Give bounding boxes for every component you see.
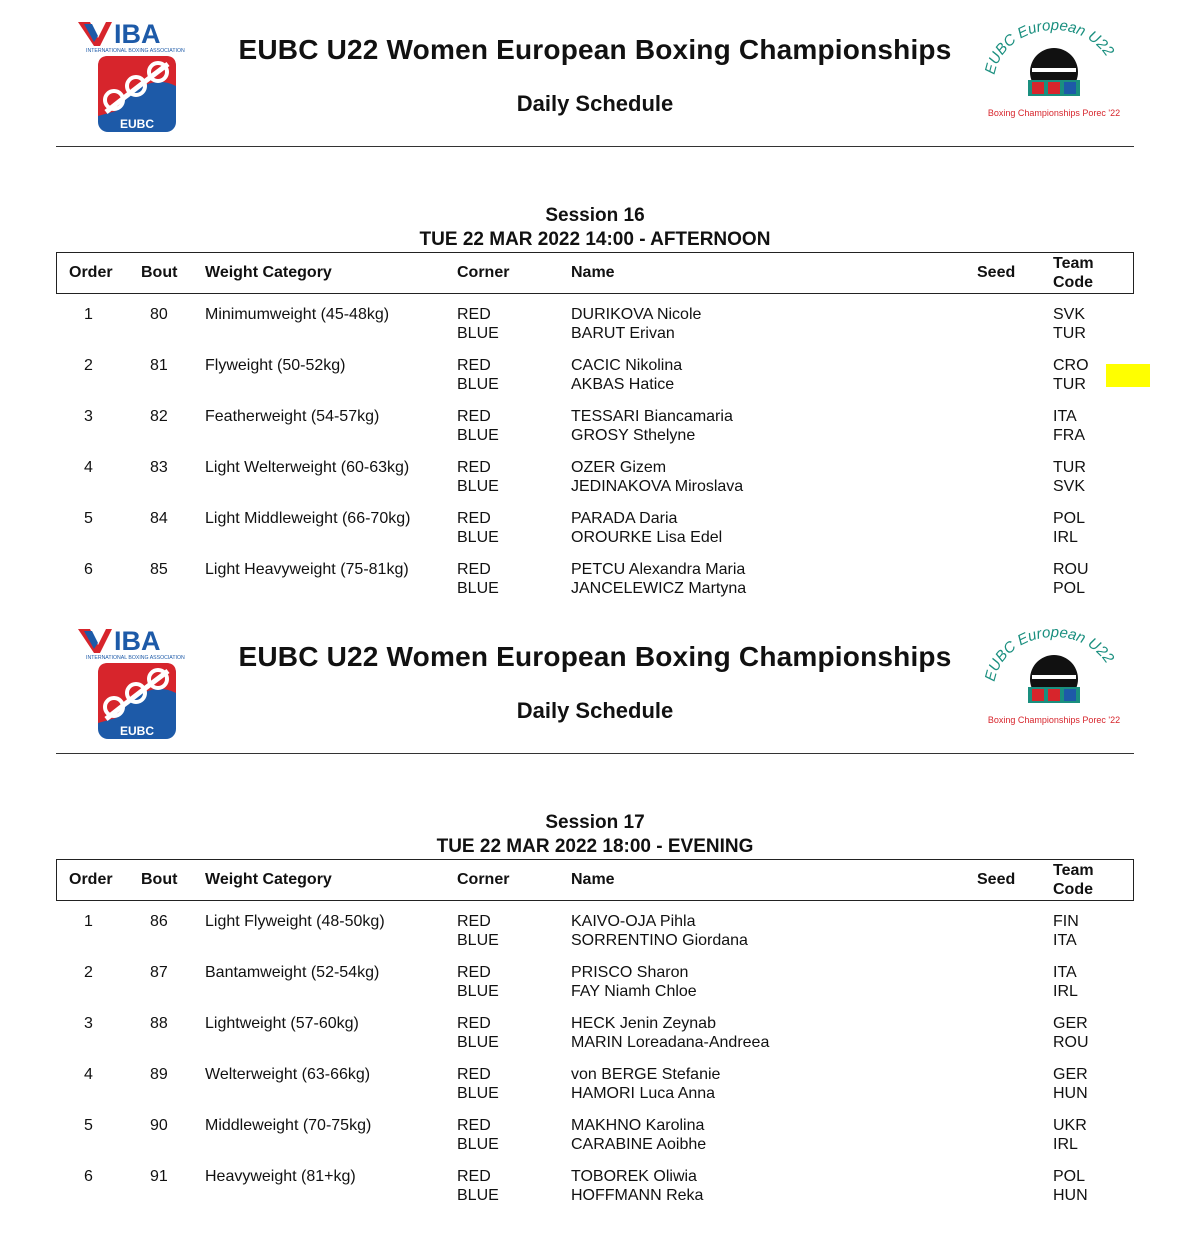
svg-text:INTERNATIONAL BOXING ASSOCIATI: INTERNATIONAL BOXING ASSOCIATION bbox=[86, 655, 185, 661]
blue-name-cell: CARABINE Aoibhe bbox=[571, 1136, 707, 1153]
red-name-cell: DURIKOVA Nicole bbox=[571, 306, 702, 323]
weight-cell: Minimumweight (45-48kg) bbox=[205, 306, 390, 323]
weight-cell: Light Middleweight (66-70kg) bbox=[205, 510, 411, 527]
order-cell: 4 bbox=[84, 459, 93, 476]
blue-team-cell: HUN bbox=[1053, 1187, 1088, 1204]
header-divider bbox=[56, 146, 1134, 147]
red-corner-cell: RED bbox=[457, 357, 491, 374]
blue-team-cell: HUN bbox=[1053, 1085, 1088, 1102]
blue-corner-cell: BLUE bbox=[457, 1034, 499, 1051]
blue-team-cell: TUR bbox=[1053, 325, 1086, 342]
bout-cell: 81 bbox=[150, 357, 168, 374]
blue-name-cell: HOFFMANN Reka bbox=[571, 1187, 704, 1204]
weight-cell: Light Welterweight (60-63kg) bbox=[205, 459, 410, 476]
session-16-title: Session 16 bbox=[545, 205, 645, 226]
svg-text:EUBC: EUBC bbox=[119, 117, 155, 131]
svg-text:EUBC European U22: EUBC European U22 bbox=[981, 627, 1118, 684]
bout-cell: 87 bbox=[150, 964, 168, 981]
red-team-cell: FIN bbox=[1053, 913, 1079, 930]
blue-corner-cell: BLUE bbox=[457, 932, 499, 949]
blue-name-cell: JEDINAKOVA Miroslava bbox=[571, 478, 744, 495]
red-team-cell: CRO bbox=[1053, 357, 1089, 374]
weight-cell: Light Flyweight (48-50kg) bbox=[205, 913, 385, 930]
header-team-code: Team Code bbox=[1053, 255, 1094, 291]
red-team-cell: ITA bbox=[1053, 964, 1077, 981]
weight-cell: Bantamweight (52-54kg) bbox=[205, 964, 380, 981]
red-team-cell: ITA bbox=[1053, 408, 1077, 425]
session-16-rows bbox=[56, 305, 1134, 611]
blue-name-cell: BARUT Erivan bbox=[571, 325, 675, 342]
header-weight-category: Weight Category bbox=[205, 264, 332, 281]
bout-cell: 83 bbox=[150, 459, 168, 476]
table-row bbox=[56, 305, 1134, 356]
weight-cell: Heavyweight (81+kg) bbox=[205, 1168, 356, 1185]
red-name-cell: MAKHNO Karolina bbox=[571, 1117, 705, 1134]
session-17-title: Session 17 bbox=[545, 812, 645, 833]
red-name-cell: PETCU Alexandra Maria bbox=[571, 561, 746, 578]
red-corner-cell: RED bbox=[457, 1066, 491, 1083]
weight-cell: Lightweight (57-60kg) bbox=[205, 1015, 359, 1032]
page-title: EUBC U22 Women European Boxing Championships bbox=[238, 641, 952, 672]
svg-text:IBA: IBA bbox=[114, 626, 161, 656]
weight-cell: Middleweight (70-75kg) bbox=[205, 1117, 372, 1134]
blue-corner-cell: BLUE bbox=[457, 1085, 499, 1102]
blue-name-cell: AKBAS Hatice bbox=[571, 376, 675, 393]
blue-corner-cell: BLUE bbox=[457, 529, 499, 546]
blue-team-cell: FRA bbox=[1053, 427, 1085, 444]
blue-name-cell: JANCELEWICZ Martyna bbox=[571, 580, 747, 597]
table-row bbox=[56, 458, 1134, 509]
red-name-cell: PRISCO Sharon bbox=[571, 964, 689, 981]
red-name-cell: TESSARI Biancamaria bbox=[571, 408, 733, 425]
bout-cell: 82 bbox=[150, 408, 168, 425]
order-cell: 6 bbox=[84, 561, 93, 578]
order-cell: 2 bbox=[84, 964, 93, 981]
header-corner: Corner bbox=[457, 871, 510, 888]
red-name-cell: von BERGE Stefanie bbox=[571, 1066, 721, 1083]
order-cell: 6 bbox=[84, 1168, 93, 1185]
svg-text:EUBC: EUBC bbox=[119, 724, 155, 738]
order-cell: 3 bbox=[84, 1015, 93, 1032]
table-row bbox=[56, 407, 1134, 458]
blue-corner-cell: BLUE bbox=[457, 427, 499, 444]
red-team-cell: TUR bbox=[1053, 459, 1086, 476]
red-corner-cell: RED bbox=[457, 459, 491, 476]
blue-corner-cell: BLUE bbox=[457, 478, 499, 495]
bout-cell: 88 bbox=[150, 1015, 168, 1032]
bout-cell: 85 bbox=[150, 561, 168, 578]
red-team-cell: POL bbox=[1053, 510, 1086, 527]
blue-corner-cell: BLUE bbox=[457, 325, 499, 342]
page-subtitle: Daily Schedule bbox=[516, 91, 674, 116]
yellow-highlight-mark bbox=[1106, 364, 1150, 387]
header-seed: Seed bbox=[977, 871, 1016, 888]
svg-text:INTERNATIONAL BOXING ASSOCIATI: INTERNATIONAL BOXING ASSOCIATION bbox=[86, 48, 185, 54]
weight-cell: Light Heavyweight (75-81kg) bbox=[205, 561, 409, 578]
blue-name-cell: HAMORI Luca Anna bbox=[571, 1085, 716, 1102]
red-corner-cell: RED bbox=[457, 1015, 491, 1032]
weight-cell: Featherweight (54-57kg) bbox=[205, 408, 380, 425]
blue-team-cell: SVK bbox=[1053, 478, 1086, 495]
red-name-cell: TOBOREK Oliwia bbox=[571, 1168, 697, 1185]
championship-logo bbox=[972, 20, 1136, 124]
red-corner-cell: RED bbox=[457, 1117, 491, 1134]
table-row bbox=[56, 560, 1134, 611]
header-order: Order bbox=[69, 264, 113, 281]
svg-text:IBA: IBA bbox=[114, 19, 161, 49]
bout-cell: 86 bbox=[150, 913, 168, 930]
red-team-cell: GER bbox=[1053, 1015, 1088, 1032]
blue-corner-cell: BLUE bbox=[457, 1136, 499, 1153]
table-row bbox=[56, 356, 1134, 407]
order-cell: 1 bbox=[84, 306, 93, 323]
blue-name-cell: FAY Niamh Chloe bbox=[571, 983, 697, 1000]
red-name-cell: CACIC Nikolina bbox=[571, 357, 683, 374]
red-team-cell: ROU bbox=[1053, 561, 1089, 578]
blue-team-cell: ROU bbox=[1053, 1034, 1089, 1051]
table-row bbox=[56, 963, 1134, 1014]
weight-cell: Flyweight (50-52kg) bbox=[205, 357, 346, 374]
order-cell: 5 bbox=[84, 510, 93, 527]
weight-cell: Welterweight (63-66kg) bbox=[205, 1066, 371, 1083]
championship-logo bbox=[972, 627, 1136, 731]
table-row bbox=[56, 1167, 1134, 1218]
session-17-rows bbox=[56, 912, 1134, 1218]
red-corner-cell: RED bbox=[457, 306, 491, 323]
page-header-repeat bbox=[0, 607, 1190, 757]
red-team-cell: POL bbox=[1053, 1168, 1086, 1185]
blue-corner-cell: BLUE bbox=[457, 376, 499, 393]
red-corner-cell: RED bbox=[457, 510, 491, 527]
order-cell: 5 bbox=[84, 1117, 93, 1134]
blue-corner-cell: BLUE bbox=[457, 580, 499, 597]
blue-corner-cell: BLUE bbox=[457, 1187, 499, 1204]
order-cell: 2 bbox=[84, 357, 93, 374]
session-17-table-header bbox=[56, 859, 1134, 901]
page-header bbox=[0, 0, 1190, 150]
session-17-datetime: TUE 22 MAR 2022 18:00 - EVENING bbox=[436, 836, 754, 857]
blue-name-cell: SORRENTINO Giordana bbox=[571, 932, 748, 949]
session-16-table-header bbox=[56, 252, 1134, 294]
header-weight-category: Weight Category bbox=[205, 871, 332, 888]
bout-cell: 90 bbox=[150, 1117, 168, 1134]
bout-cell: 80 bbox=[150, 306, 168, 323]
header-name: Name bbox=[571, 871, 615, 888]
blue-team-cell: IRL bbox=[1053, 983, 1078, 1000]
red-team-cell: UKR bbox=[1053, 1117, 1087, 1134]
bout-cell: 84 bbox=[150, 510, 168, 527]
blue-name-cell: MARIN Loreadana-Andreea bbox=[571, 1034, 770, 1051]
table-row bbox=[56, 912, 1134, 963]
bout-cell: 89 bbox=[150, 1066, 168, 1083]
blue-team-cell: IRL bbox=[1053, 1136, 1078, 1153]
blue-name-cell: GROSY Sthelyne bbox=[571, 427, 696, 444]
svg-text:Boxing Championships Porec '22: Boxing Championships Porec '22 bbox=[987, 715, 1121, 725]
red-team-cell: SVK bbox=[1053, 306, 1086, 323]
red-name-cell: PARADA Daria bbox=[571, 510, 678, 527]
svg-text:Boxing Championships Porec '22: Boxing Championships Porec '22 bbox=[987, 108, 1121, 118]
table-row bbox=[56, 1014, 1134, 1065]
header-bout: Bout bbox=[141, 264, 178, 281]
svg-text:EUBC European U22: EUBC European U22 bbox=[981, 20, 1118, 77]
blue-team-cell: ITA bbox=[1053, 932, 1077, 949]
red-name-cell: OZER Gizem bbox=[571, 459, 667, 476]
order-cell: 4 bbox=[84, 1066, 93, 1083]
blue-team-cell: POL bbox=[1053, 580, 1086, 597]
header-order: Order bbox=[69, 871, 113, 888]
order-cell: 1 bbox=[84, 913, 93, 930]
red-corner-cell: RED bbox=[457, 913, 491, 930]
red-name-cell: HECK Jenin Zeynab bbox=[571, 1015, 716, 1032]
session-16-datetime: TUE 22 MAR 2022 14:00 - AFTERNOON bbox=[419, 229, 771, 250]
table-row bbox=[56, 509, 1134, 560]
header-bout: Bout bbox=[141, 871, 178, 888]
header-name: Name bbox=[571, 264, 615, 281]
red-corner-cell: RED bbox=[457, 408, 491, 425]
table-row bbox=[56, 1065, 1134, 1116]
table-row bbox=[56, 1116, 1134, 1167]
header-corner: Corner bbox=[457, 264, 510, 281]
blue-team-cell: IRL bbox=[1053, 529, 1078, 546]
blue-team-cell: TUR bbox=[1053, 376, 1086, 393]
red-name-cell: KAIVO-OJA Pihla bbox=[571, 913, 696, 930]
bout-cell: 91 bbox=[150, 1168, 168, 1185]
order-cell: 3 bbox=[84, 408, 93, 425]
blue-corner-cell: BLUE bbox=[457, 983, 499, 1000]
red-corner-cell: RED bbox=[457, 1168, 491, 1185]
red-corner-cell: RED bbox=[457, 964, 491, 981]
header-divider bbox=[56, 753, 1134, 754]
red-team-cell: GER bbox=[1053, 1066, 1088, 1083]
blue-name-cell: OROURKE Lisa Edel bbox=[571, 529, 723, 546]
header-seed: Seed bbox=[977, 264, 1016, 281]
page-title: EUBC U22 Women European Boxing Championships bbox=[238, 34, 952, 65]
red-corner-cell: RED bbox=[457, 561, 491, 578]
page-subtitle: Daily Schedule bbox=[516, 698, 674, 723]
header-team-code: Team Code bbox=[1053, 862, 1094, 898]
